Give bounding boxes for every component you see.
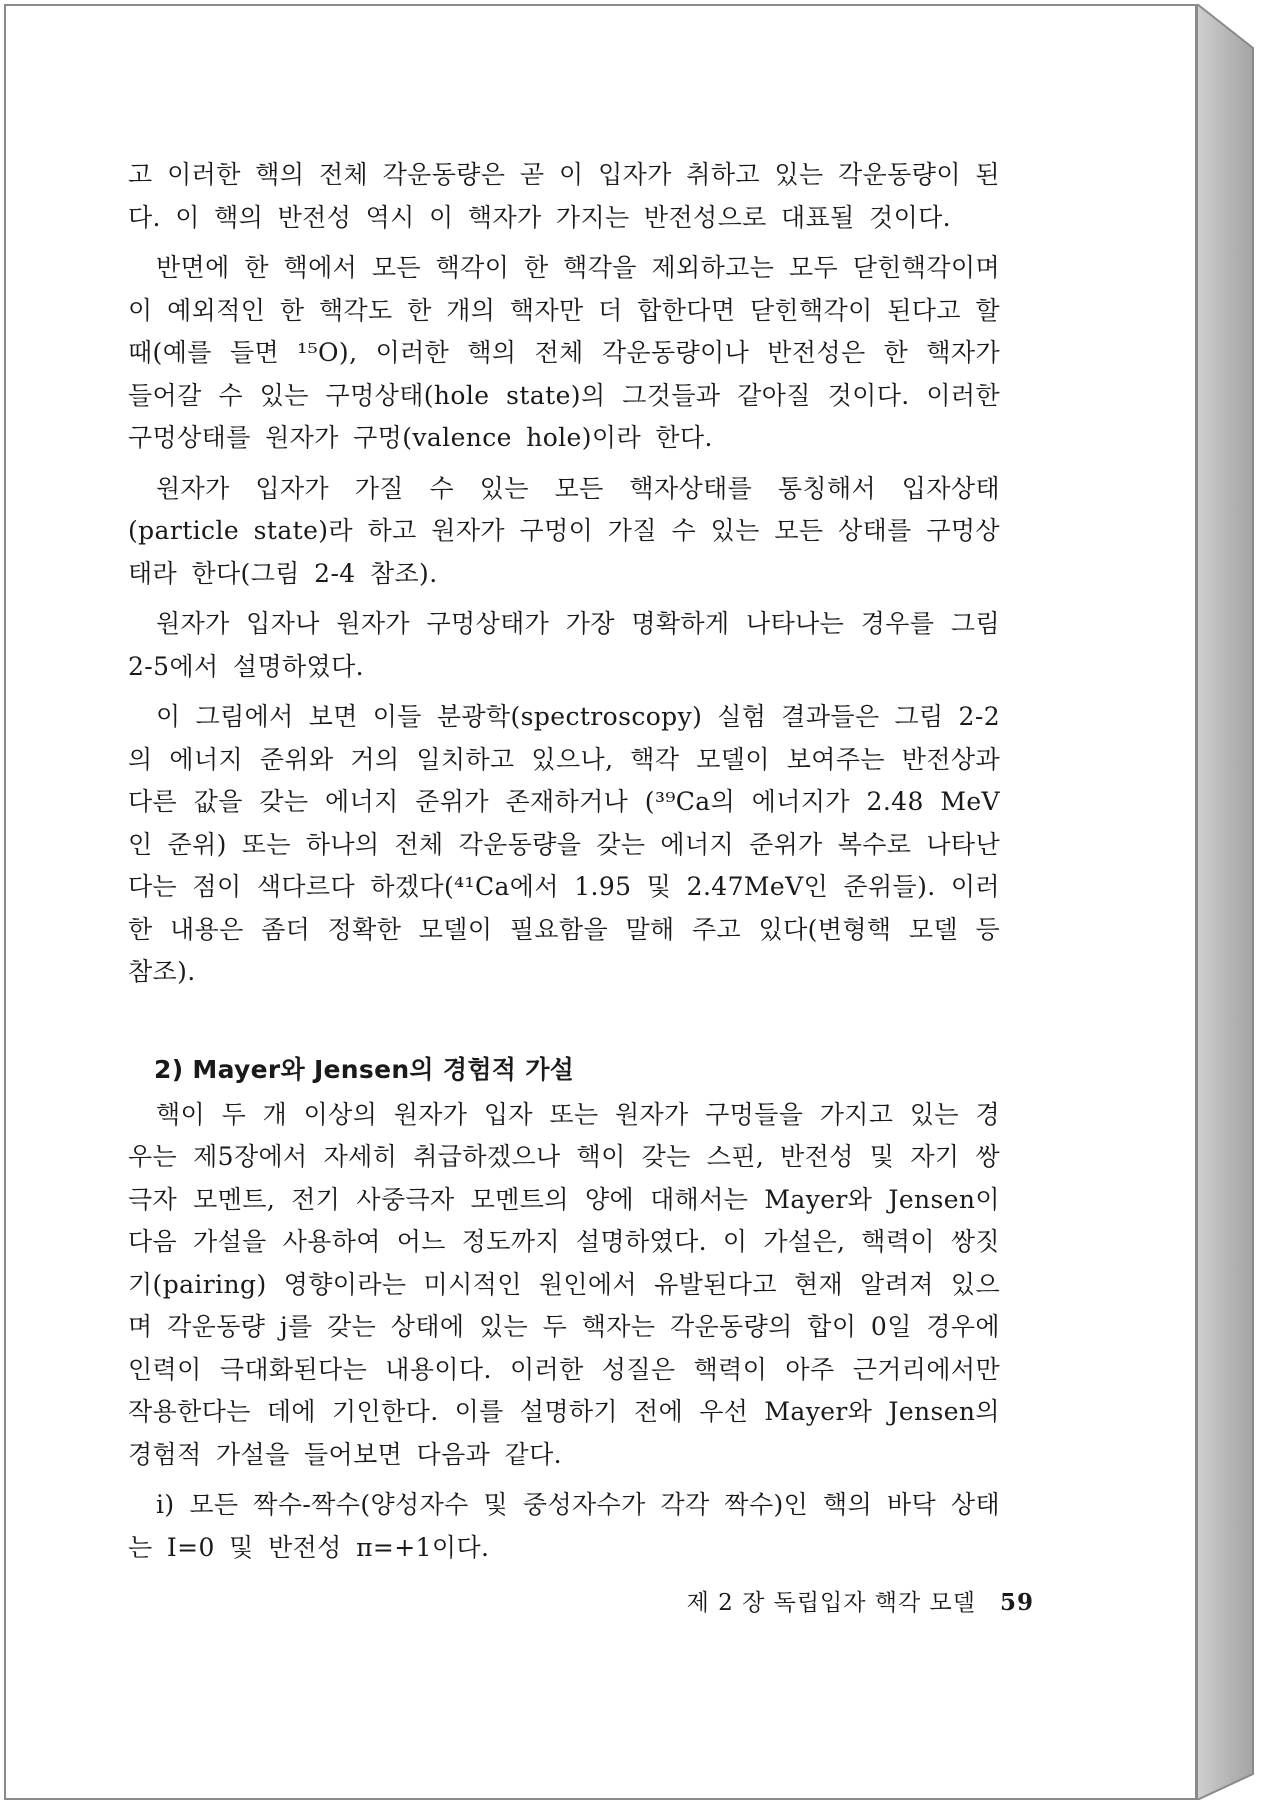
book-edge [1197, 4, 1257, 1800]
page-body [128, 154, 1000, 1569]
paragraph-7: i) 모든 짝수-짝수(양성자수 및 중성자수가 각각 짝수)인 핵의 바닥 상태는 I=0 및 반전성 π=+1이다. [128, 1490, 1000, 1562]
chapter-title: 제 2 장 독립입자 핵각 모델 [686, 1590, 976, 1616]
page-number: 59 [999, 1589, 1034, 1616]
paragraph-5: 이 그림에서 보면 이들 분광학(spectroscopy) 실험 결과들은 그림 2-2의 에너지 준위와 거의 일치하고 있으나, 핵각 모델이 보여주는 반전상과 다른 값을 갖는 에너지 준위가 존재하거나 (³⁹Ca의 에너지가 2.48 MeV인 준위) 또는 하나의 전체 각운동량을 갖는 에너지 준위가 복수로 나타난다는 점이 색다르다 하겠다(⁴¹Ca에서 1.95 및 2.47MeV인 준위들). 이러한 내용은 좀더 정확한 모델이 필요함을 말해 주고 있다(변형핵 모델 등 참조). [128, 702, 1000, 986]
page-footer [687, 1584, 1034, 1617]
paragraph-3: 원자가 입자가 가질 수 있는 모든 핵자상태를 통칭해서 입자상태(particle state)라 하고 원자가 구멍이 가질 수 있는 모든 상태를 구멍상태라 한다(그림 2-4 참조). [128, 473, 1000, 588]
section-heading: 2) Mayer와 Jensen의 경험적 가설 [154, 1054, 575, 1084]
paragraph-2: 반면에 한 핵에서 모든 핵각이 한 핵각을 제외하고는 모두 닫힌핵각이며 이 예외적인 한 핵각도 한 개의 핵자만 더 합한다면 닫힌핵각이 된다고 할 때(예를 들면 ¹⁵O), 이러한 핵의 전체 각운동량이나 반전성은 한 핵자가 들어갈 수 있는 구멍상태(hole state)의 그것들과 같아질 것이다. 이러한 구멍상태를 원자가 구멍(valence hole)이라 한다. [128, 253, 1000, 452]
paragraph-1: 고 이러한 핵의 전체 각운동량은 곧 이 입자가 취하고 있는 각운동량이 된다. 이 핵의 반전성 역시 이 핵자가 가지는 반전성으로 대표될 것이다. [128, 160, 1000, 232]
paragraph-6: 핵이 두 개 이상의 원자가 입자 또는 원자가 구멍들을 가지고 있는 경우는 제5장에서 자세히 취급하겠으나 핵이 갖는 스핀, 반전성 및 자기 쌍극자 모멘트, 전기 사중극자 모멘트의 양에 대해서는 Mayer와 Jensen이 다음 가설을 사용하여 어느 정도까지 설명하였다. 이 가설은, 핵력이 쌍짓기(pairing) 영향이라는 미시적인 원인에서 유발된다고 현재 알려져 있으며 각운동량 j를 갖는 상태에 있는 두 핵자는 각운동량의 합이 0일 경우에 인력이 극대화된다는 내용이다. 이러한 성질은 핵력이 아주 근거리에서만 작용한다는 데에 기인한다. 이를 설명하기 전에 우선 Mayer와 Jensen의 경험적 가설을 들어보면 다음과 같다. [128, 1099, 1000, 1469]
paragraph-4: 원자가 입자나 원자가 구멍상태가 가장 명확하게 나타나는 경우를 그림 2-5에서 설명하였다. [128, 609, 1000, 681]
